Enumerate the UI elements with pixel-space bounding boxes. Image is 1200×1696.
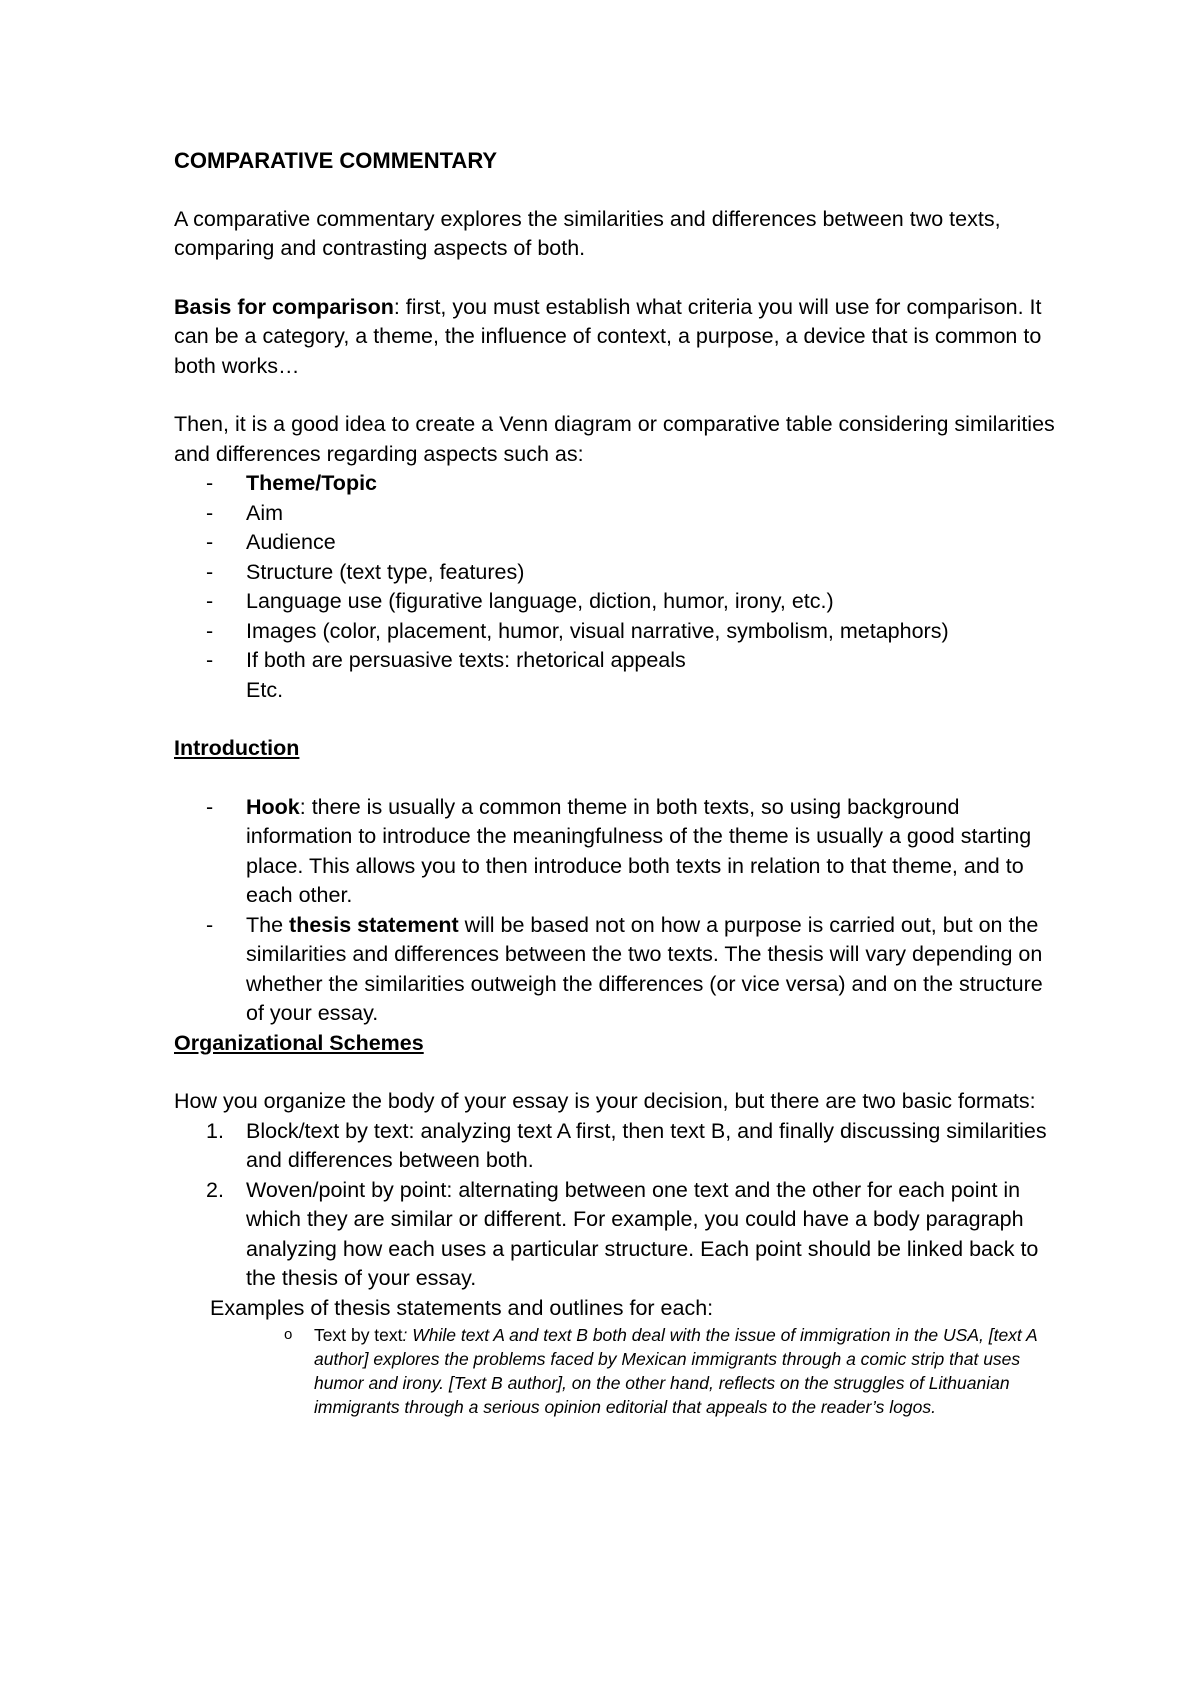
list-item [174,528,1064,558]
hook-text: : there is usually a common theme in both texts, so using background information to introduce the meaningfulness of the theme is usually a good starting place. This allows you to then introduce both texts in relation to that theme, and to each other. [246,794,1032,907]
dash-marker: - [206,589,214,613]
list-item [174,469,1064,499]
format-text: Block/text by text: analyzing text A first, then text B, and finally discussing similarities and differences between both. [246,1118,1047,1172]
then-paragraph: Then, it is a good idea to create a Venn diagram or comparative table considering similarities and differences regarding aspects such as: [174,412,1055,466]
list-item [174,793,1064,911]
document-content [174,146,1064,1419]
dash-marker: - [206,500,214,525]
list-item [174,1117,1064,1176]
format-text: Woven/point by point: alternating between one text and the other for each point in which they are similar or different. For example, you could have a body paragraph analyzing how each uses a particular structure. Each point should be linked back to the thesis of your essay. [246,1177,1039,1290]
organizational-lead: How you organize the body of your essay is your decision, but there are two basic formats: [174,1089,1036,1113]
list-item [174,558,1064,588]
example-text: : While text A and text B both deal with the issue of immigration in the USA, [text A author] explores the problems faced by Mexican immigrants through a comic strip that uses humor and irony. [Text B author], on the other hand, reflects on the struggles of Lithuanian immigrants through a serious opinion editorial that appeals to the reader’s logos. [314,1325,1038,1417]
number-marker: 2. [206,1177,224,1202]
introduction-list [174,793,1064,1029]
intro-paragraph: A comparative commentary explores the similarities and differences between two texts, comparing and contrasting aspects of both. [174,206,1001,260]
aspect-text: Theme/Topic [246,471,378,495]
examples-lead: Examples of thesis statements and outlines for each: [210,1295,714,1320]
list-item [174,617,1064,647]
list-item [174,499,1064,529]
list-item [174,1176,1064,1294]
aspect-text: Images (color, placement, humor, visual narrative, symbolism, metaphors) [246,618,949,643]
dash-marker: - [206,648,214,672]
aspects-etc: Etc. [246,677,284,702]
dash-marker: - [206,559,214,584]
basis-text: : first, you must establish what criteria you will use for comparison. It can be a category, a theme, the influence of context, a purpose, a device that is common to both works… [174,294,1042,378]
thesis-text: will be based not on how a purpose is carried out, but on the similarities and differences between the two texts. The thesis will vary depending on whether the similarities outweigh the differences (or vice versa) and on the structure of your essay. [246,912,1043,1025]
example-label: Text by text [314,1325,403,1345]
aspect-text: Structure (text type, features) [246,559,525,584]
examples-list [174,1323,1064,1419]
basis-paragraph [174,293,1064,382]
aspect-text: Aim [246,500,284,525]
aspect-text: Audience [246,530,336,554]
aspects-list [174,469,1064,676]
formats-list [174,1117,1064,1294]
list-item [174,646,1064,676]
list-item [174,1323,1064,1419]
organizational-heading: Organizational Schemes [174,1030,424,1055]
dash-marker: - [206,530,214,554]
document-title: COMPARATIVE COMMENTARY [174,148,498,173]
dash-marker: - [206,912,214,937]
aspect-text: Language use (figurative language, diction, humor, irony, etc.) [246,589,834,613]
list-item [174,587,1064,617]
aspect-text: If both are persuasive texts: rhetorical appeals [246,648,686,672]
dash-marker: - [206,618,214,643]
thesis-prefix: The [246,912,290,937]
thesis-label: thesis statement [289,912,459,937]
dash-marker: - [206,471,214,495]
introduction-heading: Introduction [174,736,300,760]
number-marker: 1. [206,1118,224,1143]
hook-label: Hook [246,794,300,819]
list-item [174,911,1064,1029]
basis-label: Basis for comparison [174,294,394,319]
circle-bullet-marker: o [284,1326,293,1343]
dash-marker: - [206,794,214,819]
